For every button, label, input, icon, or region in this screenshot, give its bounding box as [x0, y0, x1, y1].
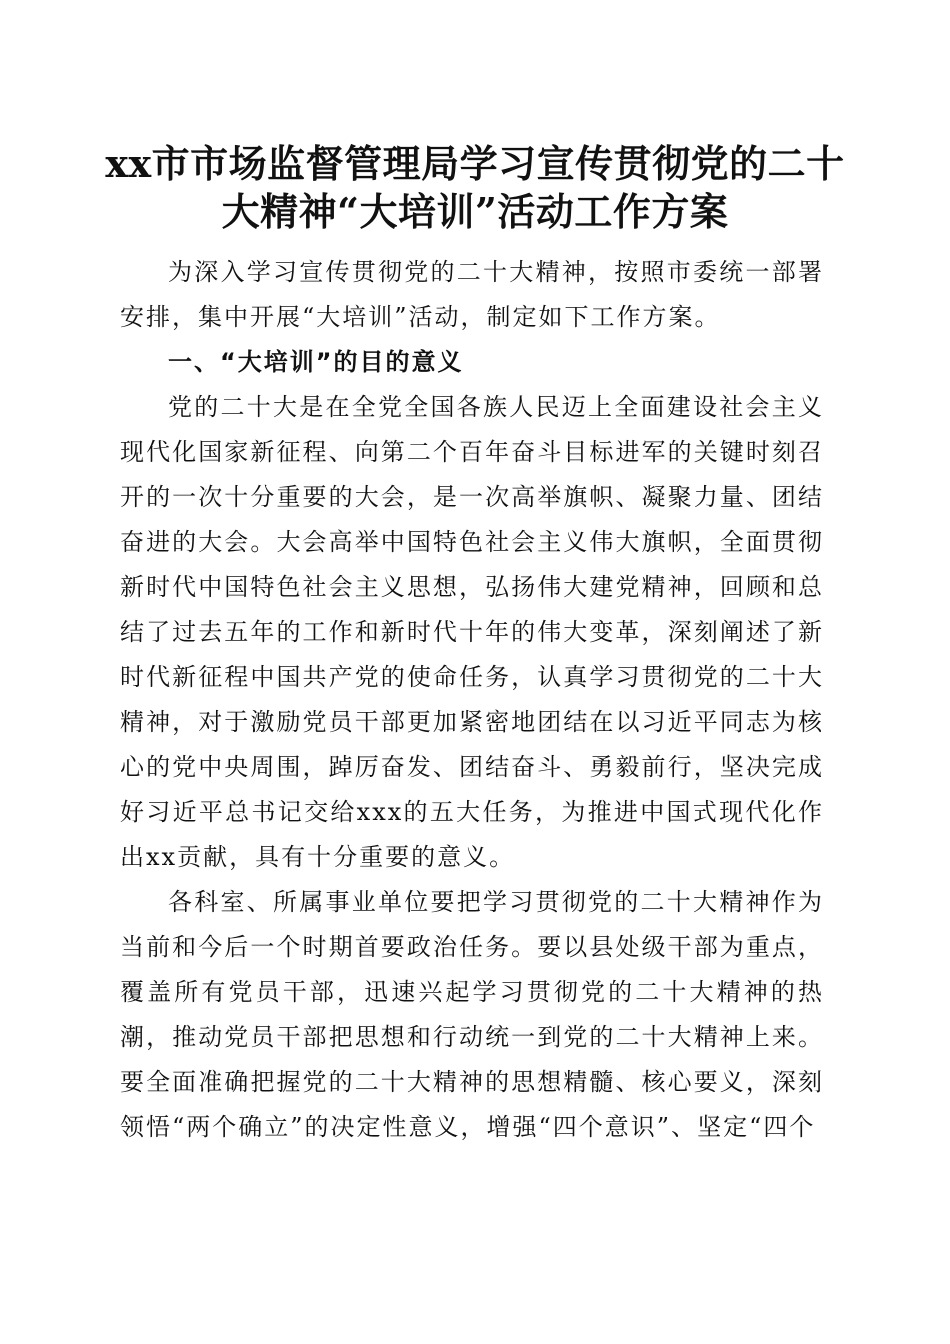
intro-paragraph: 为深入学习宣传贯彻党的二十大精神，按照市委统一部署安排，集中开展“大培训”活动，制定如下工作方案。	[120, 258, 824, 331]
section-heading: 一、“大培训”的目的意义	[168, 348, 464, 376]
title-line-2: 大精神“大培训”活动工作方案	[221, 189, 729, 234]
document-body	[120, 250, 824, 1150]
body-paragraph: 党的二十大是在全党全国各族人民迈上全面建设社会主义现代化国家新征程、向第二个百年奋斗目标进军的关键时刻召开的一次十分重要的大会，是一次高举旗帜、凝聚力量、团结奋进的大会。大会高举中国特色社会主义伟大旗帜，全面贯彻新时代中国特色社会主义思想，弘扬伟大建党精神，回顾和总结了过去五年的工作和新时代十年的伟大变革，深刻阐述了新时代新征程中国共产党的使命任务，认真学习贯彻党的二十大精神，对于激励党员干部更加紧密地团结在以习近平同志为核心的党中央周围，踔厉奋发、团结奋斗、勇毅前行，坚决完成好习近平总书记交给xxx的五大任务，为推进中国式现代化作出xx贡献，具有十分重要的意义。	[120, 393, 824, 871]
document-title	[100, 140, 850, 236]
title-line-1: xx市市场监督管理局学习宣传贯彻党的二十	[105, 141, 845, 186]
body-paragraph: 各科室、所属事业单位要把学习贯彻党的二十大精神作为当前和今后一个时期首要政治任务。要以县处级干部为重点，覆盖所有党员干部，迅速兴起学习贯彻党的二十大精神的热潮，推动党员干部把思想和行动统一到党的二十大精神上来。要全面准确把握党的二十大精神的思想精髓、核心要义，深刻领悟“两个确立”的决定性意义，增强“四个意识”、坚定“四个	[120, 888, 824, 1141]
